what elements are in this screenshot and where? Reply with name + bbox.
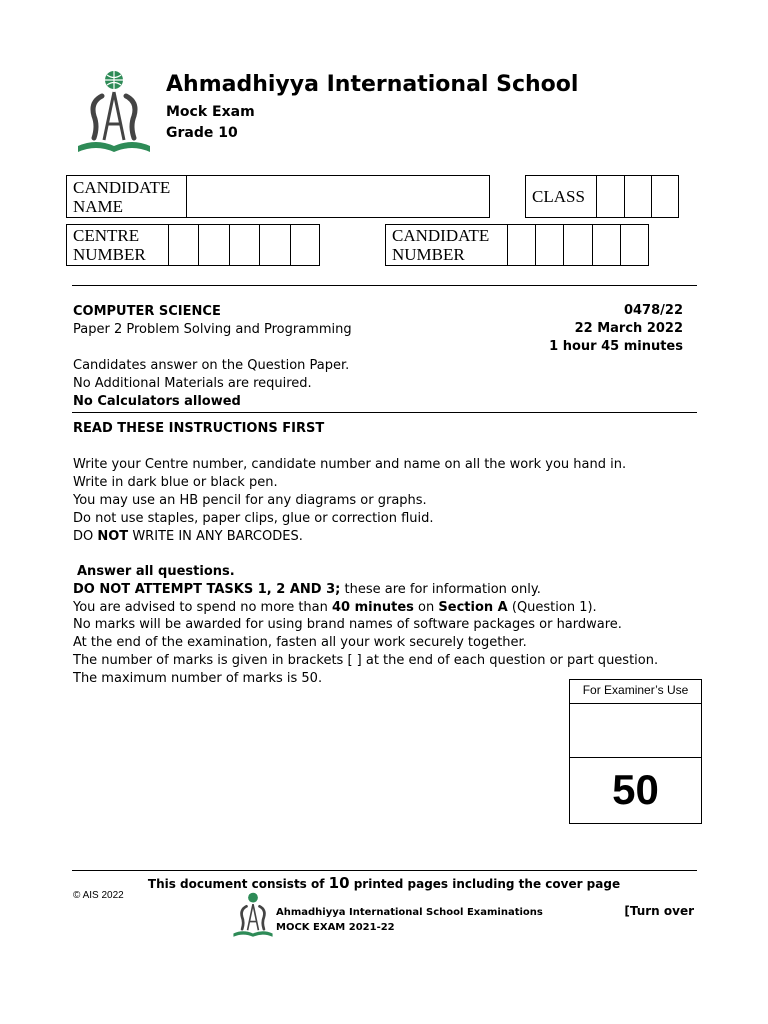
class-box bbox=[525, 175, 679, 218]
instruction-line-advice: You are advised to spend no more than 40 minutes on Section A (Question 1). bbox=[73, 600, 597, 615]
divider bbox=[72, 412, 697, 413]
answer-note: Candidates answer on the Question Paper. bbox=[73, 358, 350, 373]
instructions-heading: READ THESE INSTRUCTIONS FIRST bbox=[73, 421, 325, 436]
candidate-name-box bbox=[66, 175, 490, 218]
instruction-line: Write your Centre number, candidate number and name on all the work you hand in. bbox=[73, 457, 627, 472]
total-marks: 50 bbox=[612, 766, 659, 813]
centre-number-cell[interactable] bbox=[198, 225, 229, 265]
divider bbox=[72, 285, 697, 286]
centre-number-label: CENTRE NUMBER bbox=[73, 226, 146, 264]
candidate-number-box bbox=[385, 224, 649, 266]
school-logo-icon bbox=[230, 890, 276, 940]
instruction-line-tasks: DO NOT ATTEMPT TASKS 1, 2 AND 3; these are for information only. bbox=[73, 582, 541, 597]
instruction-line: Do not use staples, paper clips, glue or correction fluid. bbox=[73, 511, 434, 526]
instruction-line: You may use an HB pencil for any diagrams or graphs. bbox=[73, 493, 427, 508]
materials-note: No Additional Materials are required. bbox=[73, 376, 312, 391]
examiner-box bbox=[569, 679, 702, 824]
exam-name: Mock Exam bbox=[166, 104, 255, 120]
instruction-line: The number of marks is given in brackets [ ] at the end of each question or part question. bbox=[73, 653, 659, 668]
candidate-number-cell[interactable] bbox=[592, 225, 620, 265]
examiner-marks-field[interactable] bbox=[570, 704, 701, 758]
candidate-name-field[interactable] bbox=[186, 176, 490, 217]
copyright: © AIS 2022 bbox=[73, 890, 124, 901]
instruction-line: No marks will be awarded for using brand names of software packages or hardware. bbox=[73, 617, 622, 632]
examiner-label: For Examiner’s Use bbox=[570, 680, 701, 704]
turn-over: [Turn over bbox=[624, 904, 694, 918]
calculators-note: No Calculators allowed bbox=[73, 394, 241, 409]
centre-number-cell[interactable] bbox=[168, 225, 198, 265]
subject: COMPUTER SCIENCE bbox=[73, 304, 221, 319]
answer-all: Answer all questions. bbox=[77, 564, 235, 579]
class-label: CLASS bbox=[532, 187, 585, 206]
school-logo-icon bbox=[72, 66, 156, 158]
exam-date: 22 March 2022 bbox=[574, 321, 683, 336]
exam-duration: 1 hour 45 minutes bbox=[549, 339, 683, 354]
centre-number-box bbox=[66, 224, 320, 266]
class-cell[interactable] bbox=[624, 176, 651, 217]
candidate-name-label: CANDIDATE NAME bbox=[73, 178, 171, 216]
candidate-number-cell[interactable] bbox=[563, 225, 592, 265]
instruction-line: The maximum number of marks is 50. bbox=[73, 671, 323, 686]
exams-name: Ahmadhiyya International School Examinations bbox=[276, 907, 543, 918]
divider bbox=[72, 870, 697, 871]
paper-title: Paper 2 Problem Solving and Programming bbox=[73, 322, 352, 337]
candidate-number-cell[interactable] bbox=[507, 225, 535, 265]
mock-exam-label: MOCK EXAM 2021-22 bbox=[276, 922, 395, 933]
candidate-number-cell[interactable] bbox=[620, 225, 649, 265]
page-count-note: This document consists of 10 printed pages including the cover page bbox=[147, 874, 621, 892]
class-cell[interactable] bbox=[651, 176, 679, 217]
instruction-line-barcodes: DO NOT WRITE IN ANY BARCODES. bbox=[73, 529, 303, 544]
school-name: Ahmadhiyya International School bbox=[166, 72, 579, 97]
class-cell[interactable] bbox=[596, 176, 624, 217]
candidate-number-cell[interactable] bbox=[535, 225, 563, 265]
centre-number-cell[interactable] bbox=[259, 225, 290, 265]
instruction-line: Write in dark blue or black pen. bbox=[73, 475, 278, 490]
centre-number-cell[interactable] bbox=[290, 225, 320, 265]
centre-number-cell[interactable] bbox=[229, 225, 259, 265]
instruction-line: At the end of the examination, fasten all your work securely together. bbox=[73, 635, 527, 650]
grade-label: Grade 10 bbox=[166, 125, 238, 141]
paper-code: 0478/22 bbox=[623, 303, 683, 318]
candidate-number-label: CANDIDATE NUMBER bbox=[392, 226, 490, 264]
